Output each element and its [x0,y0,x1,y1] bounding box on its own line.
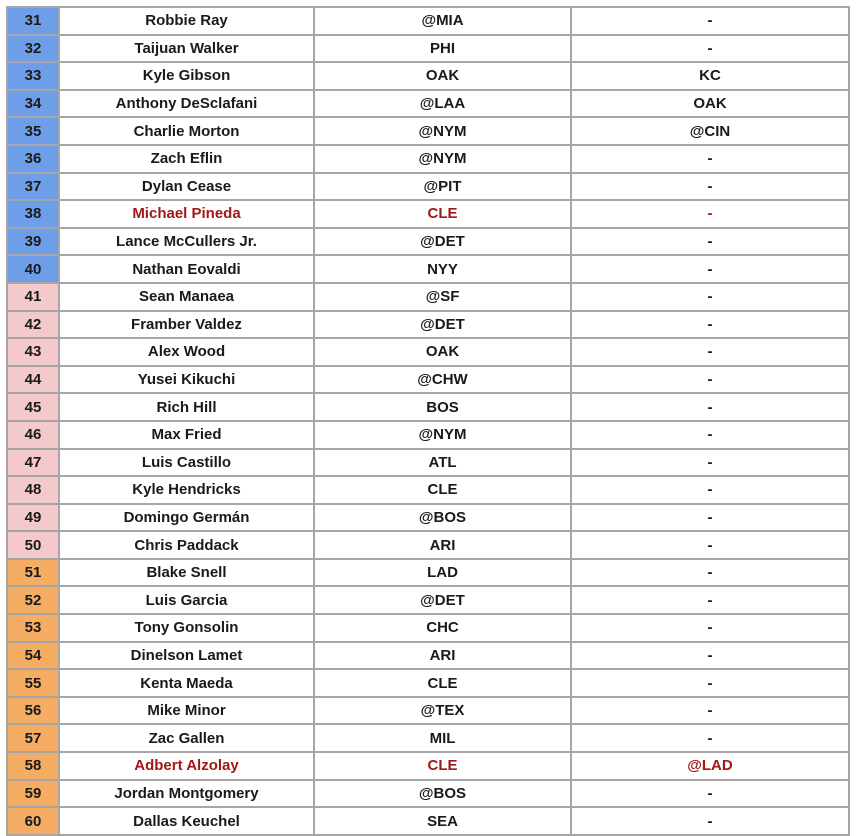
table-row [7,200,849,228]
player-name-cell: Nathan Eovaldi [59,255,314,283]
opponent-1-cell: ATL [314,449,571,477]
player-name-cell: Taijuan Walker [59,35,314,63]
player-name-cell: Kyle Gibson [59,62,314,90]
rank-cell: 59 [7,780,59,808]
table-row [7,752,849,780]
opponent-2-cell: @LAD [571,752,849,780]
table-row [7,338,849,366]
player-name-cell: Zach Eflin [59,145,314,173]
rank-cell: 47 [7,449,59,477]
opponent-2-cell: - [571,283,849,311]
opponent-1-cell: OAK [314,338,571,366]
table-row [7,586,849,614]
table-row [7,145,849,173]
player-name-cell: Adbert Alzolay [59,752,314,780]
opponent-2-cell: - [571,586,849,614]
opponent-2-cell: - [571,35,849,63]
table-row [7,697,849,725]
opponent-1-cell: CLE [314,669,571,697]
rank-cell: 60 [7,807,59,835]
player-name-cell: Charlie Morton [59,117,314,145]
table-row [7,173,849,201]
rank-cell: 53 [7,614,59,642]
opponent-1-cell: @NYM [314,117,571,145]
opponent-1-cell: PHI [314,35,571,63]
table-row [7,283,849,311]
opponent-2-cell: - [571,311,849,339]
player-name-cell: Mike Minor [59,697,314,725]
opponent-1-cell: CLE [314,476,571,504]
opponent-2-cell: - [571,145,849,173]
opponent-1-cell: ARI [314,642,571,670]
opponent-1-cell: @CHW [314,366,571,394]
opponent-1-cell: @TEX [314,697,571,725]
player-name-cell: Max Fried [59,421,314,449]
opponent-2-cell: - [571,559,849,587]
rank-cell: 34 [7,90,59,118]
opponent-1-cell: @BOS [314,780,571,808]
player-name-cell: Domingo Germán [59,504,314,532]
rank-cell: 58 [7,752,59,780]
player-name-cell: Sean Manaea [59,283,314,311]
opponent-1-cell: @PIT [314,173,571,201]
player-name-cell: Dallas Keuchel [59,807,314,835]
table-row [7,669,849,697]
opponent-2-cell: - [571,807,849,835]
opponent-1-cell: @NYM [314,421,571,449]
rank-cell: 52 [7,586,59,614]
opponent-1-cell: BOS [314,393,571,421]
rank-cell: 31 [7,7,59,35]
player-name-cell: Robbie Ray [59,7,314,35]
player-name-cell: Lance McCullers Jr. [59,228,314,256]
table-row [7,559,849,587]
opponent-1-cell: @NYM [314,145,571,173]
opponent-2-cell: - [571,393,849,421]
player-name-cell: Zac Gallen [59,724,314,752]
opponent-2-cell: - [571,7,849,35]
rank-cell: 55 [7,669,59,697]
table-row [7,228,849,256]
opponent-1-cell: LAD [314,559,571,587]
rank-cell: 42 [7,311,59,339]
opponent-2-cell: - [571,504,849,532]
table-row [7,449,849,477]
table-row [7,366,849,394]
rank-cell: 40 [7,255,59,283]
player-name-cell: Anthony DeSclafani [59,90,314,118]
table-row [7,780,849,808]
opponent-1-cell: @LAA [314,90,571,118]
opponent-1-cell: @BOS [314,504,571,532]
table-row [7,311,849,339]
rank-cell: 32 [7,35,59,63]
table-row [7,614,849,642]
opponent-1-cell: CHC [314,614,571,642]
opponent-2-cell: - [571,531,849,559]
rank-cell: 37 [7,173,59,201]
rank-cell: 54 [7,642,59,670]
rank-cell: 41 [7,283,59,311]
player-name-cell: Yusei Kikuchi [59,366,314,394]
opponent-2-cell: - [571,421,849,449]
table-row [7,117,849,145]
opponent-2-cell: OAK [571,90,849,118]
player-name-cell: Rich Hill [59,393,314,421]
opponent-2-cell: - [571,200,849,228]
opponent-1-cell: SEA [314,807,571,835]
player-name-cell: Blake Snell [59,559,314,587]
opponent-1-cell: @SF [314,283,571,311]
opponent-1-cell: @DET [314,311,571,339]
player-name-cell: Tony Gonsolin [59,614,314,642]
rank-cell: 43 [7,338,59,366]
player-name-cell: Luis Castillo [59,449,314,477]
rank-cell: 36 [7,145,59,173]
player-name-cell: Luis Garcia [59,586,314,614]
player-name-cell: Dinelson Lamet [59,642,314,670]
player-name-cell: Dylan Cease [59,173,314,201]
table-row [7,504,849,532]
table-row [7,421,849,449]
opponent-2-cell: - [571,449,849,477]
opponent-2-cell: - [571,780,849,808]
rank-cell: 48 [7,476,59,504]
rank-cell: 33 [7,62,59,90]
rank-cell: 46 [7,421,59,449]
opponent-2-cell: @CIN [571,117,849,145]
opponent-2-cell: - [571,366,849,394]
player-name-cell: Framber Valdez [59,311,314,339]
player-name-cell: Michael Pineda [59,200,314,228]
table-row [7,807,849,835]
opponent-2-cell: - [571,338,849,366]
rank-cell: 57 [7,724,59,752]
opponent-1-cell: @DET [314,586,571,614]
opponent-2-cell: - [571,173,849,201]
opponent-2-cell: KC [571,62,849,90]
player-name-cell: Jordan Montgomery [59,780,314,808]
rank-cell: 49 [7,504,59,532]
opponent-1-cell: @MIA [314,7,571,35]
player-name-cell: Chris Paddack [59,531,314,559]
table-row [7,393,849,421]
opponent-2-cell: - [571,642,849,670]
opponent-2-cell: - [571,228,849,256]
rank-cell: 35 [7,117,59,145]
opponent-1-cell: CLE [314,752,571,780]
rank-cell: 44 [7,366,59,394]
opponent-2-cell: - [571,255,849,283]
table-row [7,642,849,670]
opponent-2-cell: - [571,697,849,725]
opponent-2-cell: - [571,614,849,642]
rank-cell: 39 [7,228,59,256]
rank-cell: 38 [7,200,59,228]
opponent-1-cell: @DET [314,228,571,256]
table-row [7,724,849,752]
player-name-cell: Kenta Maeda [59,669,314,697]
table-row [7,35,849,63]
pitcher-rankings-table [6,6,850,836]
opponent-2-cell: - [571,476,849,504]
table-body [7,7,849,835]
table-row [7,7,849,35]
table-row [7,255,849,283]
table-row [7,90,849,118]
opponent-1-cell: MIL [314,724,571,752]
opponent-1-cell: NYY [314,255,571,283]
opponent-1-cell: OAK [314,62,571,90]
table-row [7,62,849,90]
table-row [7,531,849,559]
player-name-cell: Alex Wood [59,338,314,366]
opponent-1-cell: CLE [314,200,571,228]
opponent-2-cell: - [571,724,849,752]
opponent-1-cell: ARI [314,531,571,559]
table-row [7,476,849,504]
opponent-2-cell: - [571,669,849,697]
player-name-cell: Kyle Hendricks [59,476,314,504]
rank-cell: 51 [7,559,59,587]
rank-cell: 56 [7,697,59,725]
rank-cell: 50 [7,531,59,559]
rank-cell: 45 [7,393,59,421]
